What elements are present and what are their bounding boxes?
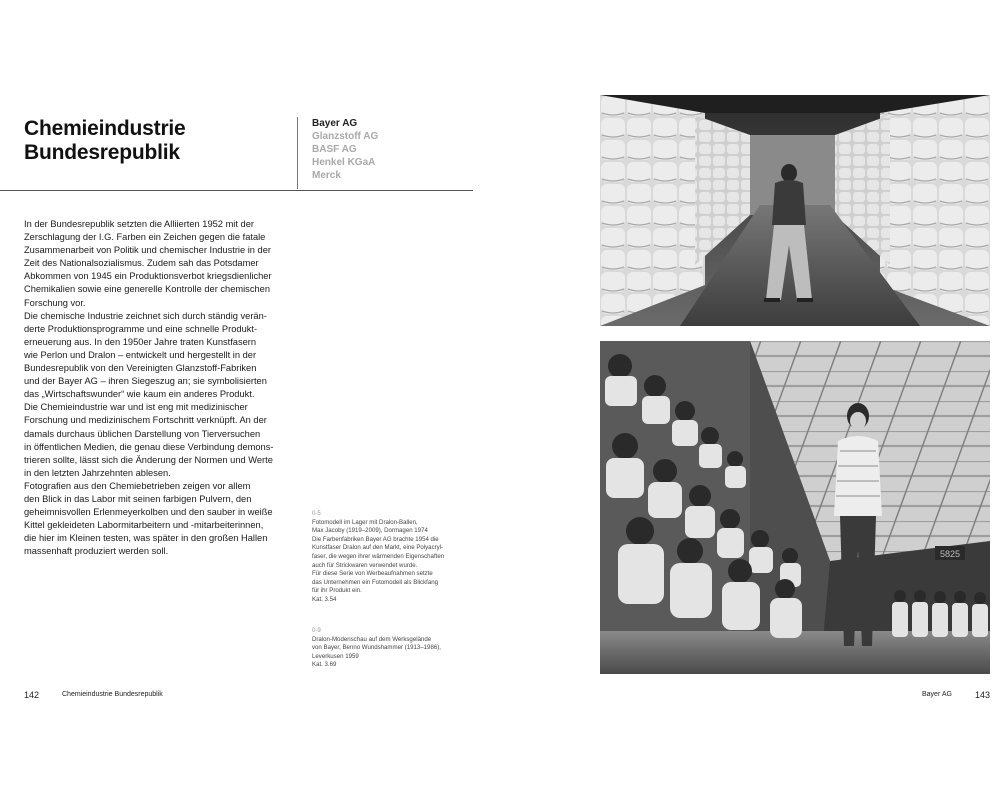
caption-line: Dralon-Modenschau auf dem Werksgelände [312, 635, 432, 643]
body-text-line: Forschung vor. [24, 297, 86, 308]
vertical-divider [297, 117, 298, 189]
caption-line: Kat. 3.69 [312, 661, 337, 669]
body-text-line: Bundesrepublik von den Vereinigten Glanzstoff-Fabriken [24, 363, 257, 374]
number-sign: 5825 [939, 549, 961, 559]
body-text-line: trieren sollte, lässt sich die Änderung der Normen und Werte [24, 454, 273, 465]
body-text-line: in den letzten Jahrzehnten ablesen. [24, 467, 171, 478]
caption-line: Kunstfaser Dralon auf den Markt, eine Polyacryl- [312, 544, 444, 552]
body-text-line: Zerschlagung der I.G. Farben ein Zeichen gegen die fatale [24, 232, 266, 243]
caption-line: faser, die wegen ihrer wärmenden Eigenschaften [312, 552, 445, 560]
body-text-line: die hier im Kleinen testen, was später in den großen Hallen [24, 533, 268, 544]
body-text [24, 218, 302, 558]
page-title-line-1: Chemieindustrie [24, 117, 186, 140]
caption-photo-1 [312, 510, 482, 605]
body-text-line: derte Produktionsprogramme und eine schnelle Produkt- [24, 323, 258, 334]
body-text-line: geheimnisvollen Erlenmeyerkolben und den sauber in weiße [24, 507, 273, 518]
caption-figure-number: 0-5 [312, 510, 321, 517]
photo-warehouse-model [600, 95, 990, 326]
body-text-line: massenhaft produziert werden soll. [24, 546, 169, 557]
body-text-line: Abkommen von 1945 ein Produktionsverbot kriegsdienlicher [24, 271, 272, 282]
body-text-line: Die Chemieindustrie war und ist eng mit medizinischer [24, 402, 248, 413]
caption-line: Fotomodell im Lager mit Dralon-Ballen, [312, 518, 418, 526]
body-text-line: Zusammenarbeit von Politik und chemischer Industrie in der [24, 245, 271, 256]
page-number-right: 143 [975, 690, 991, 700]
running-head-right: Bayer AG [922, 691, 952, 698]
company-item-merck[interactable]: Merck [312, 170, 341, 181]
body-text-line: Forschung und medizinischem Fortschritt verknüpft. An der [24, 415, 267, 426]
body-text-line: Die chemische Industrie zeichnet sich durch ständig verän- [24, 310, 267, 321]
body-text-line: in öffentlichen Medien, die genau diese Verbindung demons- [24, 441, 274, 452]
caption-line: auch für Strickwaren verwendet wurde. [312, 561, 418, 569]
body-text-line: und der Bayer AG – ihren Siegeszug an; sie symbolisierten [24, 376, 267, 387]
body-text-line: In der Bundesrepublik setzten die Alliierten 1952 mit der [24, 219, 254, 229]
caption-line: Kat. 3.54 [312, 595, 337, 603]
body-text-line: wie Perlon und Dralon – entwickelt und hergestellt in der [24, 349, 257, 360]
caption-line: Leverkusen 1959 [312, 652, 359, 660]
company-list [312, 117, 378, 182]
caption-figure-number: 0-9 [312, 627, 321, 634]
caption-line: Max Jacoby (1919–2009), Dormagen 1974 [312, 527, 428, 535]
caption-line: das Unternehmen ein Fotomodell als Blickfang [312, 578, 439, 586]
body-text-line: damals durchaus üblichen Darstellung von Tierversuchen [24, 428, 261, 439]
page-title-line-2: Bundesrepublik [24, 141, 180, 164]
company-item-glanzstoff[interactable]: Glanzstoff AG [312, 131, 379, 142]
caption-line: von Bayer, Benno Wundshammer (1913–1986), [312, 644, 441, 652]
body-text-line: das „Wirtschaftswunder“ wie kaum ein anderes Produkt. [24, 389, 255, 400]
body-text-line: Kittel gekleideten Labormitarbeitern und -mitarbeiterinnen, [24, 520, 264, 531]
caption-photo-2 [312, 627, 482, 670]
body-text-line: den Blick in das Labor mit seinen farbigen Pulvern, den [24, 493, 252, 504]
body-text-line: Fotografien aus den Chemiebetrieben zeigen vor allem [24, 480, 251, 491]
body-text-line: Zeit des Nationalsozialismus. Zudem sah das Potsdamer [24, 258, 259, 269]
caption-line: Die Farbenfabriken Bayer AG brachte 1954 die [312, 535, 439, 543]
running-head-left: Chemieindustrie Bundesrepublik [62, 691, 163, 698]
company-item-basf[interactable]: BASF AG [312, 144, 357, 155]
horizontal-divider [0, 190, 473, 191]
company-item-bayer[interactable]: Bayer AG [312, 118, 358, 129]
page-number-left: 142 [24, 690, 40, 700]
body-text-line: erneuerung aus. In den 1950er Jahre traten Kunstfasern [24, 336, 257, 347]
caption-line: für ihr Produkt ein. [312, 587, 362, 595]
photo-fashion-show [600, 341, 990, 674]
caption-line: Für diese Serie von Werbeaufnahmen setzte [312, 570, 433, 578]
company-item-henkel[interactable]: Henkel KGaA [312, 157, 376, 168]
body-text-line: Chemikalien sowie eine generelle Kontrolle der chemischen [24, 284, 270, 295]
